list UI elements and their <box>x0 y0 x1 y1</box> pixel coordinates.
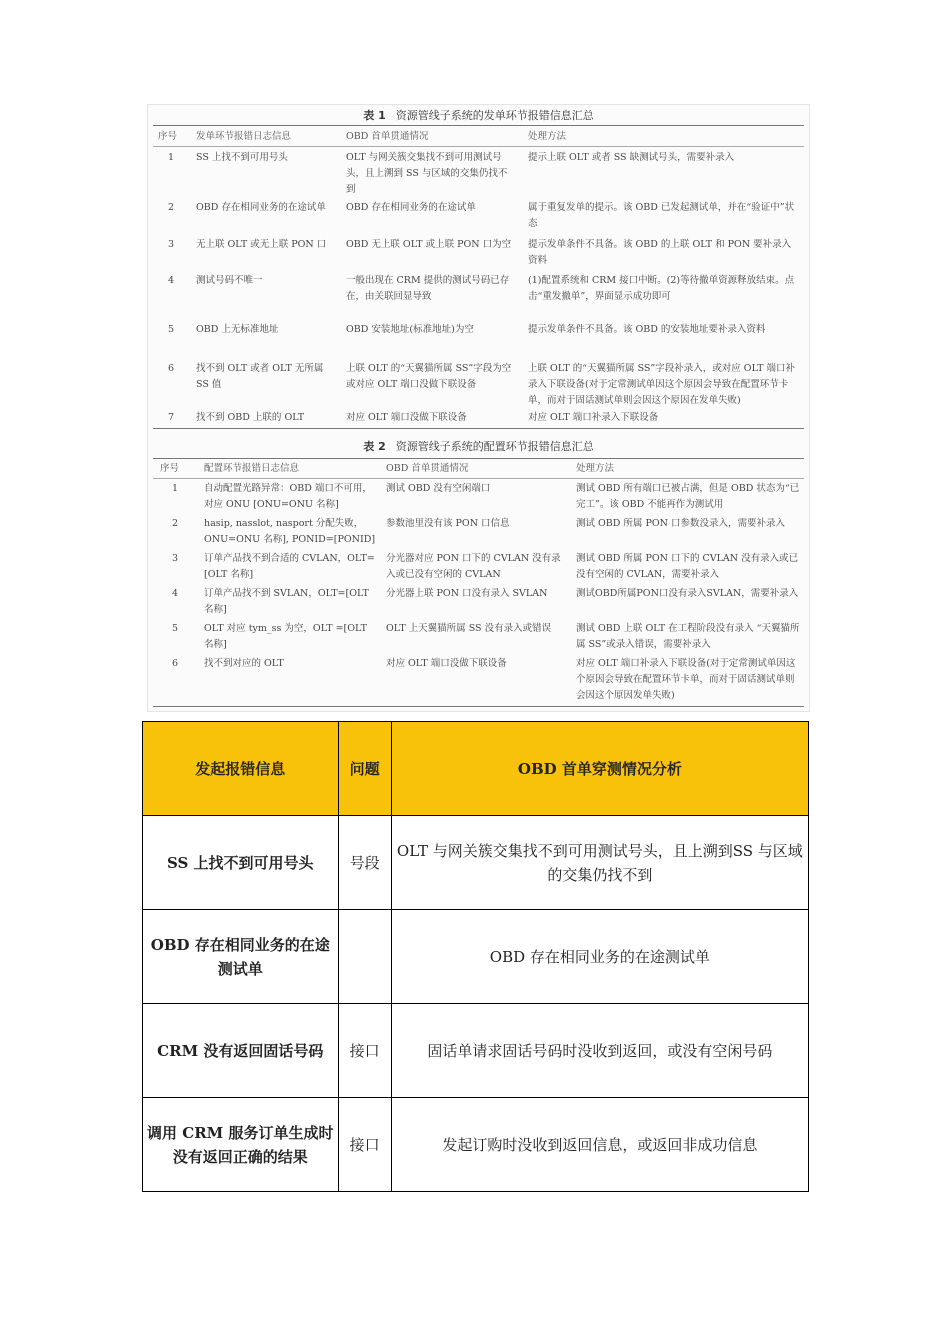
error-info-cell: OBD 存在相同业务的在途测试单 <box>143 910 339 1004</box>
analysis-cell: 固话单请求固话号码时没收到返回，或没有空闲号码 <box>391 1004 808 1098</box>
table-row <box>143 1098 809 1192</box>
table1-header-rule <box>153 146 804 147</box>
table-header-row <box>143 722 809 816</box>
table-row <box>143 816 809 910</box>
table2-caption: 表 2 资源管线子系统的配置环节报错信息汇总 <box>363 440 594 453</box>
table1-bottom-rule <box>153 428 804 429</box>
issue-cell: 接口 <box>338 1098 391 1192</box>
issue-cell <box>338 910 391 1004</box>
issue-cell: 接口 <box>338 1004 391 1098</box>
analysis-cell: OBD 存在相同业务的在途测试单 <box>391 910 808 1004</box>
header-analysis: OBD 首单穿测情况分析 <box>391 722 808 816</box>
table1-caption: 表 1 资源管线子系统的发单环节报错信息汇总 <box>363 109 594 122</box>
analysis-cell: 发起订购时没收到返回信息，或返回非成功信息 <box>391 1098 808 1192</box>
scanned-tables-figure: 表 1 资源管线子系统的发单环节报错信息汇总 序号 发单环节报错日志信息 OBD 首单贯通情况 处理方法 1 SS 上找不到可用号头 OLT 与网关簇交集找不到可用测试号头，且上溯到 SS 与区域的交集仍找不到 提示上联 OLT 或者 SS 缺测试号头，需要补录入 2 OBD 存在相同业务的在途试单 OBD 存在相同业务的在途试单 属于重复发单的提示。该 OBD 已发起测试单，并在“验证中”状态 3 无上联 OLT 或无上联 PON 口 OBD 无上联 OLT 或上联 PON 口为空 提示发单条件不具备。该 OBD 的上联 OLT 和 PON 要补录入资料 4 测试号码不唯一 一般出现在 CRM 提供的测试号码已存在，由关联回显导致 (1)配置系统和 CRM 接口中断。(2)等待撤单资源释放结束。点击“重发撤单”，界面显示成功即可 5 OBD 上无标准地址 OBD 安装地址(标准地址)为空 提示发单条件不具备。该 OBD 的安装地址要补录入资料 6 找不到 OLT 或者 OLT 无所属 SS 值 上联 OLT 的“天翼猫所属 SS”字段为空或对应 OLT 端口没做下联设备 上联 OLT 的“天翼猫所属 SS”字段补录入，或对应 OLT 端口补录入下联设备(对于定常测试单因这个原因会导致在配置环节卡单，而对于固话测试单则会因这个原因在发单失败) 7 找不到 OBD 上联的 OLT 对应 OLT 端口没做下联设备 对应 OLT 端口补录入下联设备 表 2 资源管线子系统的配置环节报错信息汇总 序号 配置环节报错日志信息 OBD 首单贯通情况 处理方法 1 自动配置光路异常：OBD 端口不可用，对应 ONU [ONU=ONU 名称] 测试 OBD 没有空闲端口 测试 OBD 所有端口已被占满，但是 OBD 状态为“已完工”。该 OBD 不能再作为测试用 2 hasip, nasslot, nasport 分配失败，ONU=ONU 名称], PONID=[PONID] 参数池里没有该 PON 口信息 测试 OBD 所属 PON 口参数没录入，需要补录入 3 订单产品找不到合适的 CVLAN，OLT=[OLT 名称] 分光器对应 PON 口下的 CVLAN 没有录入或已没有空闲的 CVLAN 测试 OBD 所属 PON 口下的 CVLAN 没有录入或已没有空闲的 CVLAN，需要补录入 4 订单产品找不到 SVLAN，OLT=[OLT 名称] 分光器上联 PON 口没有录入 SVLAN 测试OBD所属PON口没有录入SVLAN，需要补录入 5 OLT 对应 tym_ss 为空，OLT =[OLT 名称] OLT 上天翼猫所属 SS 没有录入或错误 测试 OBD 上联 OLT 在工程阶段没有录入 “天翼猫所属 SS”或录入错误，需要补录入 6 找不到对应的 OLT 对应 OLT 端口没做下联设备 对应 OLT 端口补录入下联设备(对于定常测试单因这个原因会导致在配置环节卡单，而对于固话测试单则会因这个原因发单失败) <box>147 104 810 712</box>
header-issue: 问题 <box>338 722 391 816</box>
obd-error-analysis-table <box>142 721 809 1192</box>
table1-top-rule <box>153 125 804 126</box>
error-info-cell: 调用 CRM 服务订单生成时没有返回正确的结果 <box>143 1098 339 1192</box>
table-row <box>143 910 809 1004</box>
table2-header-rule <box>153 478 804 479</box>
table2-bottom-rule <box>153 706 804 707</box>
analysis-cell: OLT 与网关簇交集找不到可用测试号头，且上溯到SS 与区域的交集仍找不到 <box>391 816 808 910</box>
error-info-cell: SS 上找不到可用号头 <box>143 816 339 910</box>
table2-top-rule <box>153 458 804 459</box>
issue-cell: 号段 <box>338 816 391 910</box>
header-error-info: 发起报错信息 <box>143 722 339 816</box>
table-row <box>143 1004 809 1098</box>
error-info-cell: CRM 没有返回固话号码 <box>143 1004 339 1098</box>
